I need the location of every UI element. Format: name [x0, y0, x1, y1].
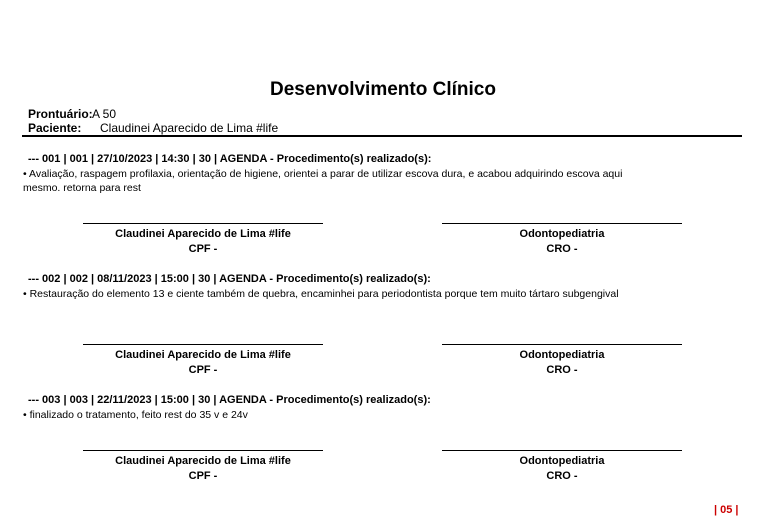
- patient-signature-cpf: CPF -: [188, 364, 218, 376]
- professional-signature-cro: CRO -: [546, 364, 578, 376]
- professional-signature: [442, 223, 682, 257]
- page-number: | 05 |: [714, 504, 739, 516]
- paciente-row: [28, 121, 278, 135]
- professional-signature-cro: CRO -: [546, 243, 578, 255]
- signature-line: [442, 344, 682, 345]
- prontuario-value: A 50: [92, 107, 117, 121]
- patient-signature: [83, 344, 323, 378]
- patient-signature: [83, 450, 323, 484]
- signature-line: [83, 450, 323, 451]
- professional-signature-name: Odontopediatria: [519, 228, 605, 240]
- entry-header: --- 001 | 001 | 27/10/2023 | 14:30 | 30 | AGENDA - Procedimento(s) realizado(s):: [28, 153, 432, 165]
- patient-signature-name: Claudinei Aparecido de Lima #life: [115, 228, 291, 240]
- patient-signature-name: Claudinei Aparecido de Lima #life: [115, 455, 291, 467]
- signature-line: [83, 344, 323, 345]
- prontuario-label: Prontuário:: [28, 107, 93, 121]
- prontuario-row: [28, 107, 116, 121]
- signature-line: [83, 223, 323, 224]
- patient-signature-cpf: CPF -: [188, 470, 218, 482]
- professional-signature: [442, 450, 682, 484]
- professional-signature: [442, 344, 682, 378]
- entry-header: --- 003 | 003 | 22/11/2023 | 15:00 | 30 | AGENDA - Procedimento(s) realizado(s):: [28, 394, 431, 406]
- professional-signature-name: Odontopediatria: [519, 455, 605, 467]
- entry-body: • Avaliação, raspagem profilaxia, orientação de higiene, orientei a parar de utilizar escova dura, e acabou adquirindo escova aqui mesmo. retorna para rest: [23, 168, 623, 194]
- patient-signature-name: Claudinei Aparecido de Lima #life: [115, 349, 291, 361]
- paciente-value: Claudinei Aparecido de Lima #life: [100, 121, 279, 135]
- entry-body: • Restauração do elemento 13 e ciente também de quebra, encaminhei para periodontista porque tem muito tártaro subgengival: [23, 288, 619, 300]
- signature-line: [442, 450, 682, 451]
- paciente-label: Paciente:: [28, 121, 82, 135]
- document-title: Desenvolvimento Clínico: [270, 79, 496, 100]
- entry-body: • finalizado o tratamento, feito rest do 35 v e 24v: [23, 409, 248, 421]
- signature-line: [442, 223, 682, 224]
- entry-header: --- 002 | 002 | 08/11/2023 | 15:00 | 30 | AGENDA - Procedimento(s) realizado(s):: [28, 273, 431, 285]
- professional-signature-cro: CRO -: [546, 470, 578, 482]
- patient-signature: [83, 223, 323, 257]
- professional-signature-name: Odontopediatria: [519, 349, 605, 361]
- patient-signature-cpf: CPF -: [188, 243, 218, 255]
- header-divider: [22, 135, 742, 137]
